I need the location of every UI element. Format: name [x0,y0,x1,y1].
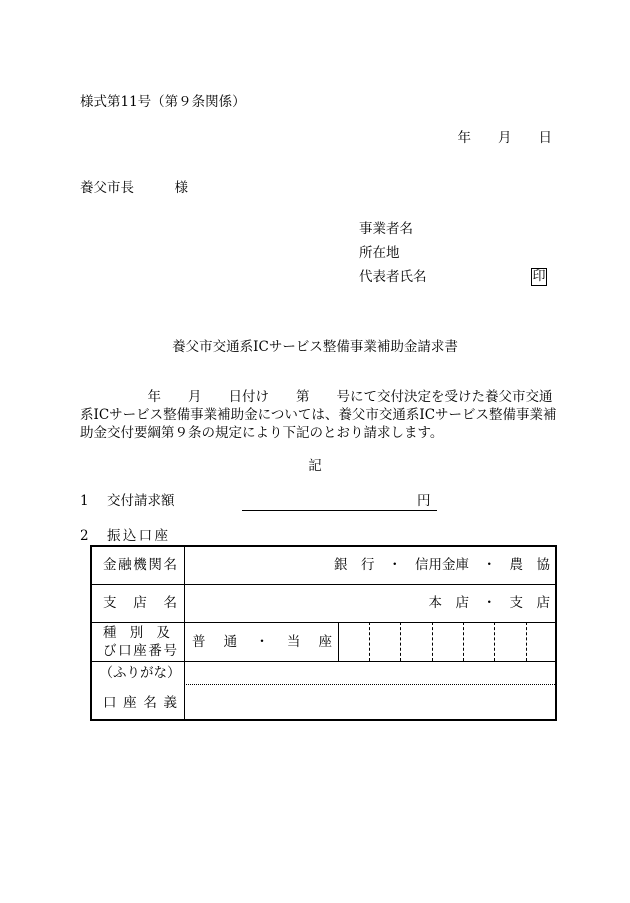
date-line: 年 月 日 [457,130,552,146]
item-number: 2 [80,528,89,544]
representative-name-label: 代表者氏名 [359,269,427,285]
item-number: 1 [80,493,89,509]
table-frame [90,545,557,721]
account-type-label-line: び口座番号 [103,642,177,659]
addressee-line: 養父市長 様 [80,180,188,196]
branch-options: 本 店 ・ 支 店 [428,595,550,611]
branch-label: 支店名 [103,595,177,611]
furigana-label: （ふりがな） [99,664,181,681]
request-amount-item [80,492,280,510]
yen-unit: 円 [417,493,431,509]
institution-options: 銀 行 ・ 信用金庫 ・ 農 協 [334,556,550,573]
body-line: 助金交付要綱第９条の規定により下記のとおり請求します。 [80,425,444,441]
seal-mark-box: 印 [532,269,546,284]
address-label: 所在地 [359,245,400,261]
applicant-block [359,217,427,289]
body-line: 系ICサービス整備事業補助金については、養父市交通系ICサービス整備事業補 [80,407,557,423]
account-type-label-line: 種別及 [103,624,170,641]
account-type-options: 普 通 ・ 当 座 [192,633,332,650]
account-name-label: 口座名義 [103,694,177,711]
bank-account-table [90,545,557,721]
request-body-paragraph [80,388,557,442]
transfer-account-item [80,527,280,545]
body-line: 年 月 日付け 第 号にて交付決定を受けた養父市交通 [80,389,553,405]
request-amount-label: 交付請求額 [107,493,175,509]
amount-blank-line [242,510,437,511]
institution-label: 金融機関名 [103,556,177,573]
form-number-label: 様式第11号（第９条関係） [80,94,246,110]
transfer-account-label: 振込口座 [107,528,168,544]
ki-heading: 記 [308,458,322,474]
document-title: 養父市交通系ICサービス整備事業補助金請求書 [172,339,458,355]
business-name-label: 事業者名 [359,221,413,237]
